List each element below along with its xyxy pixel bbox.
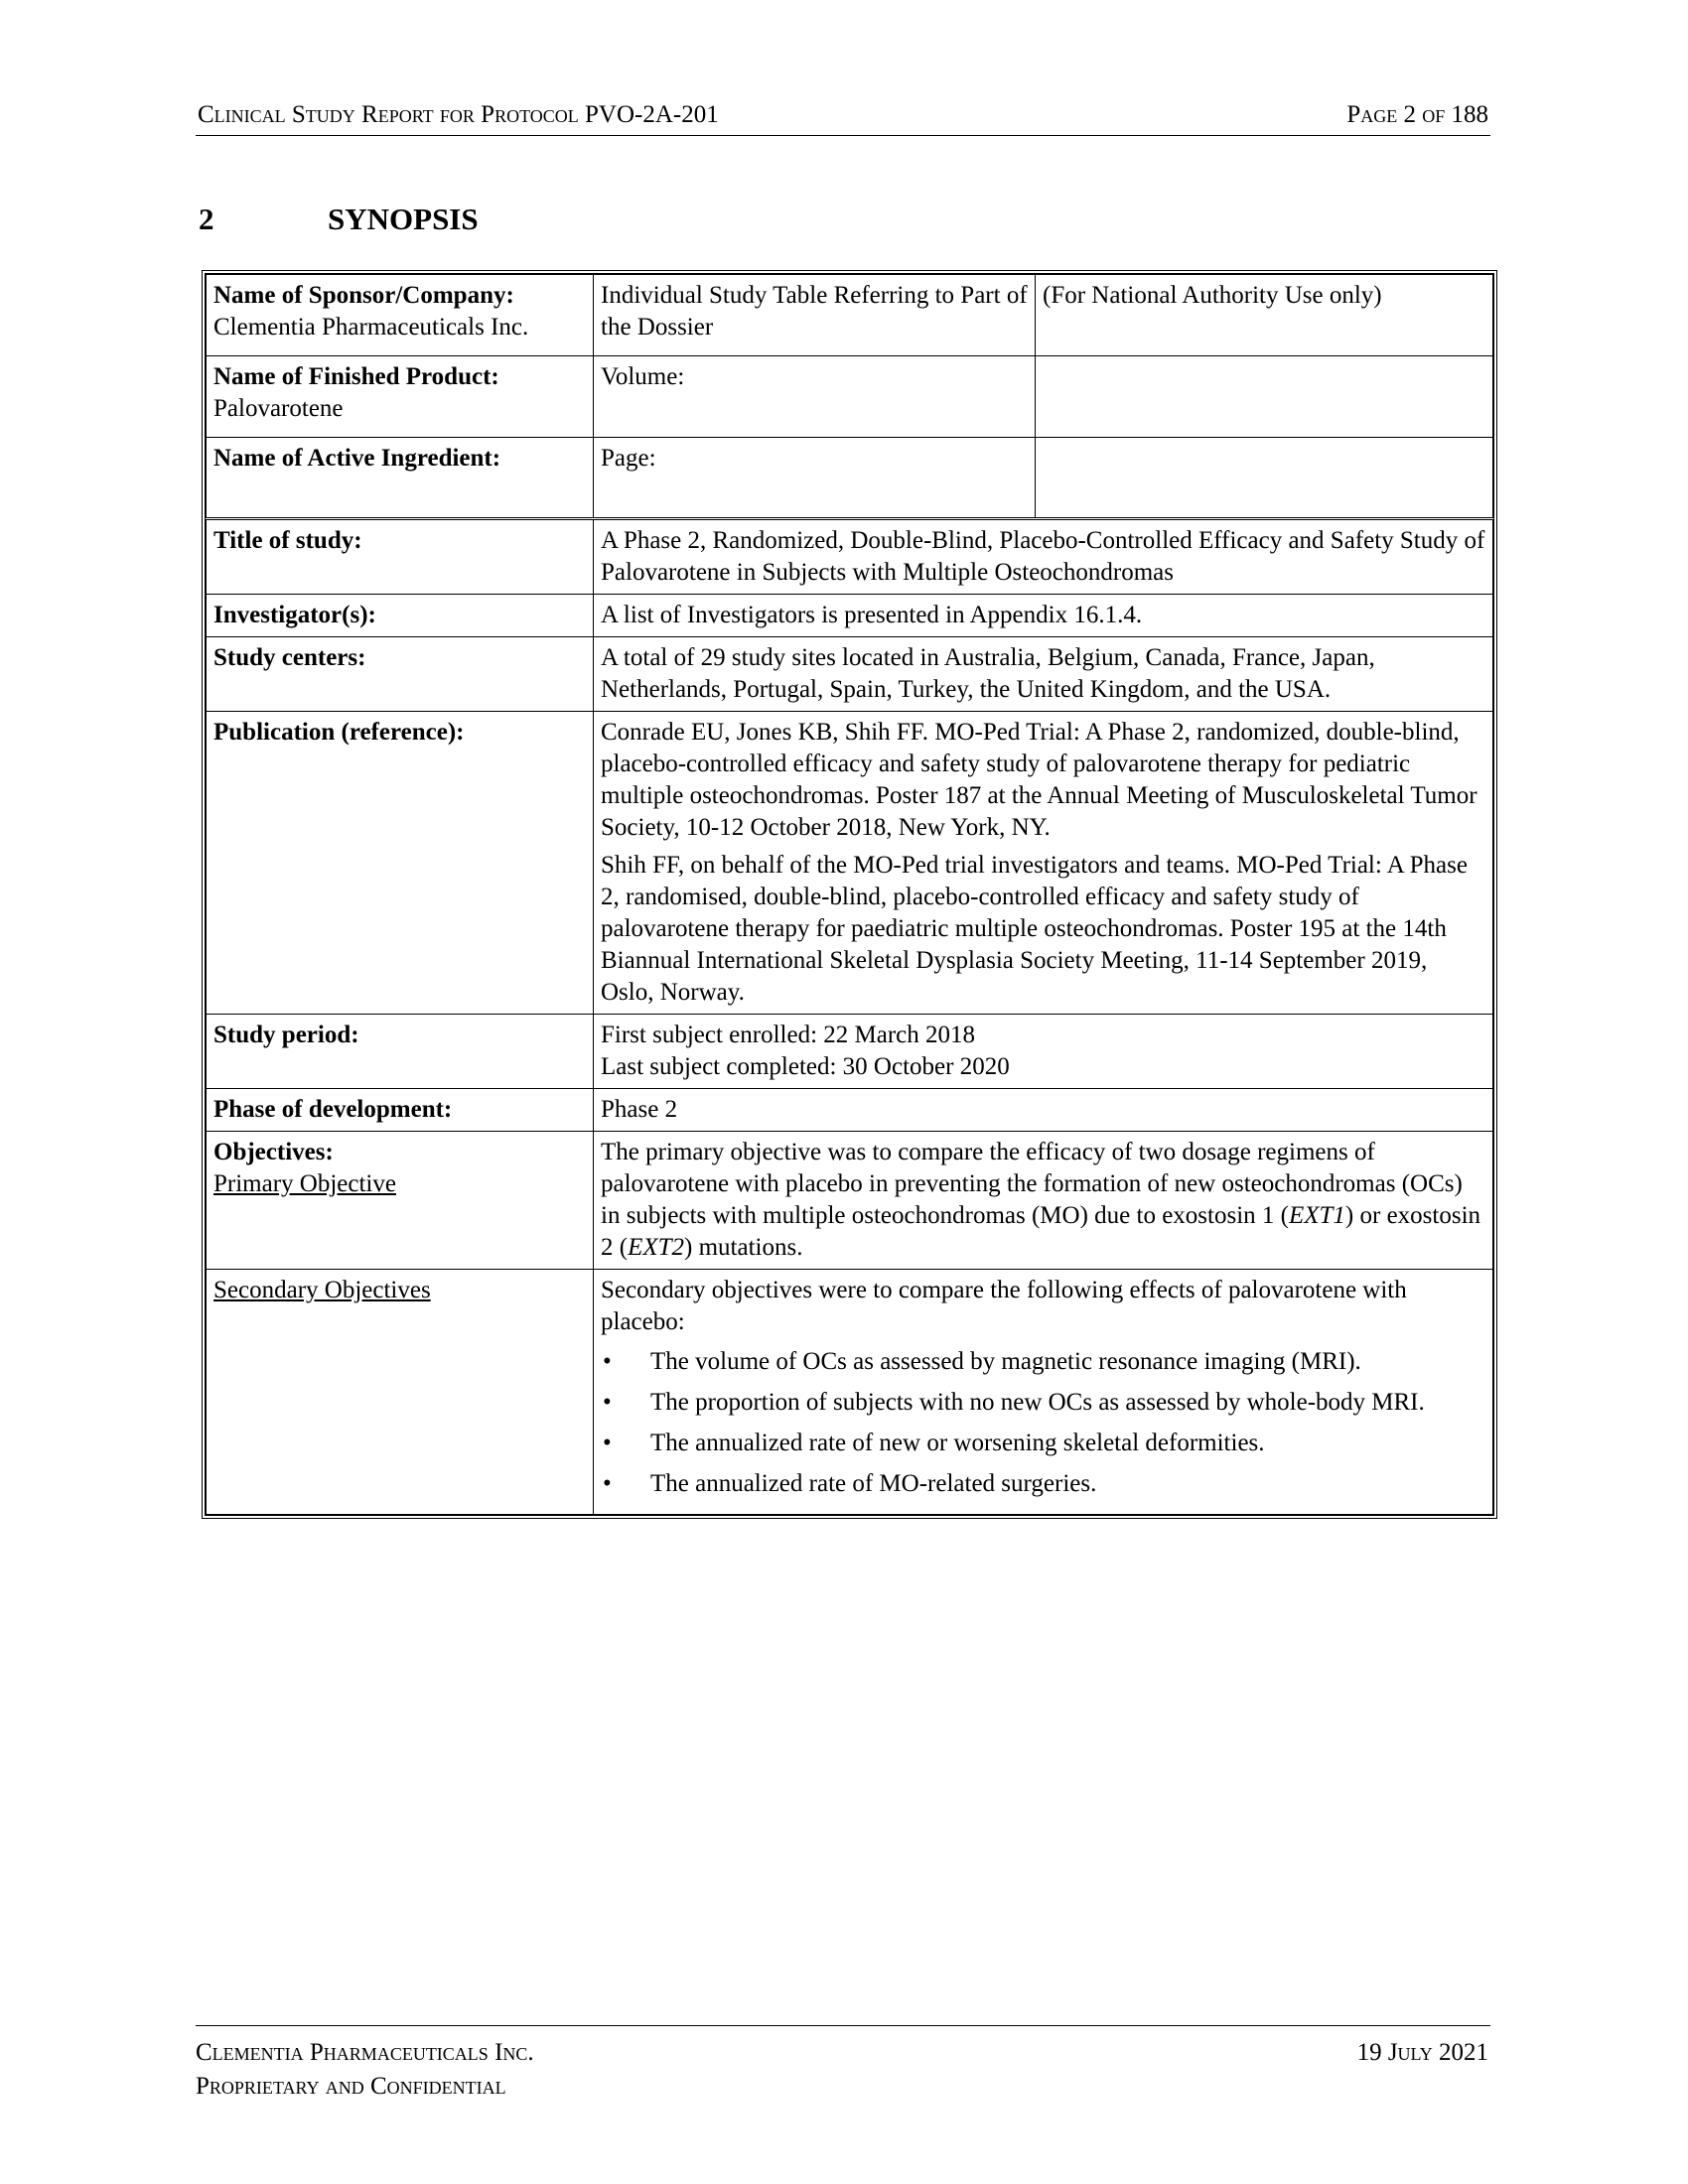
title-label: Title of study:	[207, 519, 594, 595]
period-last: Last subject completed: 30 October 2020	[601, 1053, 1010, 1080]
centers-value: A total of 29 study sites located in Australia, Belgium, Canada, France, Japan, Netherlands, Portugal, Spain, Turkey, the United Kingdom, and the USA.	[594, 637, 1493, 712]
investigators-value: A list of Investigators is presented in Appendix 16.1.4.	[594, 595, 1493, 637]
ingredient-cell	[207, 438, 594, 519]
section-heading	[199, 202, 479, 237]
investigators-label: Investigator(s):	[207, 595, 594, 637]
primary-objective-value	[594, 1132, 1493, 1270]
volume-authority-cell	[1036, 356, 1493, 438]
secondary-intro: Secondary objectives were to compare the following effects of palovarotene with placebo:	[601, 1277, 1407, 1335]
period-first: First subject enrolled: 22 March 2018	[601, 1022, 976, 1048]
section-number: 2	[199, 202, 214, 236]
secondary-objectives-label: Secondary Objectives	[207, 1270, 594, 1515]
table-row	[207, 1270, 1493, 1515]
publication-label: Publication (reference):	[207, 712, 594, 1015]
sponsor-cell	[207, 275, 594, 356]
sponsor-value: Clementia Pharmaceuticals Inc.	[213, 314, 529, 341]
list-item: • The proportion of subjects with no new OCs as assessed by whole-body MRI.	[601, 1387, 1485, 1419]
gene-ext1: EXT1	[1288, 1202, 1345, 1229]
product-value: Palovarotene	[213, 395, 344, 422]
phase-label: Phase of development:	[207, 1089, 594, 1132]
centers-label: Study centers:	[207, 637, 594, 712]
secondary-objectives-value	[594, 1270, 1493, 1515]
authority-cell: (For National Authority Use only)	[1036, 275, 1493, 356]
title-value: A Phase 2, Randomized, Double-Blind, Placebo-Controlled Efficacy and Safety Study of Palovarotene in Subjects with Multiple Osteochondromas	[594, 519, 1493, 595]
objectives-cell	[207, 1132, 594, 1270]
table-row	[207, 519, 1493, 595]
publication-value	[594, 712, 1493, 1015]
period-label: Study period:	[207, 1015, 594, 1089]
product-label: Name of Finished Product:	[213, 363, 499, 390]
ingredient-label: Name of Active Ingredient:	[213, 445, 501, 472]
table-row	[207, 712, 1493, 1015]
synopsis-table	[202, 270, 1497, 1519]
page-footer	[196, 2025, 1490, 2104]
footer-date: 19 July 2021	[1356, 2039, 1488, 2066]
phase-value: Phase 2	[594, 1089, 1493, 1132]
table-row	[207, 1089, 1493, 1132]
objectives-label: Objectives:	[213, 1139, 334, 1165]
primary-objective-label: Primary Objective	[213, 1170, 396, 1197]
header-title: Clinical Study Report for Protocol PVO-2A-201	[198, 101, 719, 128]
table-row	[207, 1132, 1493, 1270]
primary-text-2: ) or exostosin 2 (	[601, 1202, 1481, 1261]
volume-cell: Volume:	[594, 356, 1036, 438]
page-header	[196, 99, 1490, 136]
table-row	[207, 438, 1493, 519]
gene-ext2: EXT2	[628, 1234, 685, 1261]
list-item: • The volume of OCs as assessed by magnetic resonance imaging (MRI).	[601, 1346, 1485, 1378]
page-cell: Page:	[594, 438, 1036, 519]
page-number: Page 2 of 188	[1346, 101, 1488, 128]
publication-ref-1: Conrade EU, Jones KB, Shih FF. MO-Ped Trial: A Phase 2, randomized, double-blind, placebo-controlled efficacy and safety study of palovarotene therapy for pediatric multiple osteochondromas. Poster 187 at the Annual Meeting of Musculoskeletal Tumor Society, 10-12 October 2018, New York, NY.	[601, 719, 1477, 841]
list-item: • The annualized rate of new or worsening skeletal deformities.	[601, 1428, 1485, 1459]
table-row	[207, 637, 1493, 712]
period-value	[594, 1015, 1493, 1089]
table-row	[207, 595, 1493, 637]
table-row	[207, 1015, 1493, 1089]
dossier-cell: Individual Study Table Referring to Part of the Dossier	[594, 275, 1036, 356]
page-authority-cell	[1036, 438, 1493, 519]
sponsor-label: Name of Sponsor/Company:	[213, 282, 514, 309]
footer-confidential: Proprietary and Confidential	[196, 2073, 506, 2100]
primary-text-1: The primary objective was to compare the efficacy of two dosage regimens of palovarotene with placebo in preventing the formation of new osteochondromas (OCs) in subjects with multiple osteochondromas (MO) due to exostosin 1 (	[601, 1139, 1463, 1229]
secondary-list	[601, 1346, 1485, 1500]
primary-text-3: ) mutations.	[684, 1234, 803, 1261]
publication-ref-2: Shih FF, on behalf of the MO-Ped trial investigators and teams. MO-Ped Trial: A Phase 2, randomised, double-blind, placebo-controlled efficacy and safety study of palovarotene therapy for paediatric multiple osteochondromas. Poster 195 at the 14th Biannual International Skeletal Dysplasia Society Meeting, 11-14 September 2019, Oslo, Norway.	[601, 852, 1468, 1006]
section-title: SYNOPSIS	[328, 202, 479, 236]
footer-company: Clementia Pharmaceuticals Inc.	[196, 2039, 534, 2066]
list-item: • The annualized rate of MO-related surgeries.	[601, 1468, 1485, 1500]
table-row	[207, 275, 1493, 356]
product-cell	[207, 356, 594, 438]
table-row	[207, 356, 1493, 438]
